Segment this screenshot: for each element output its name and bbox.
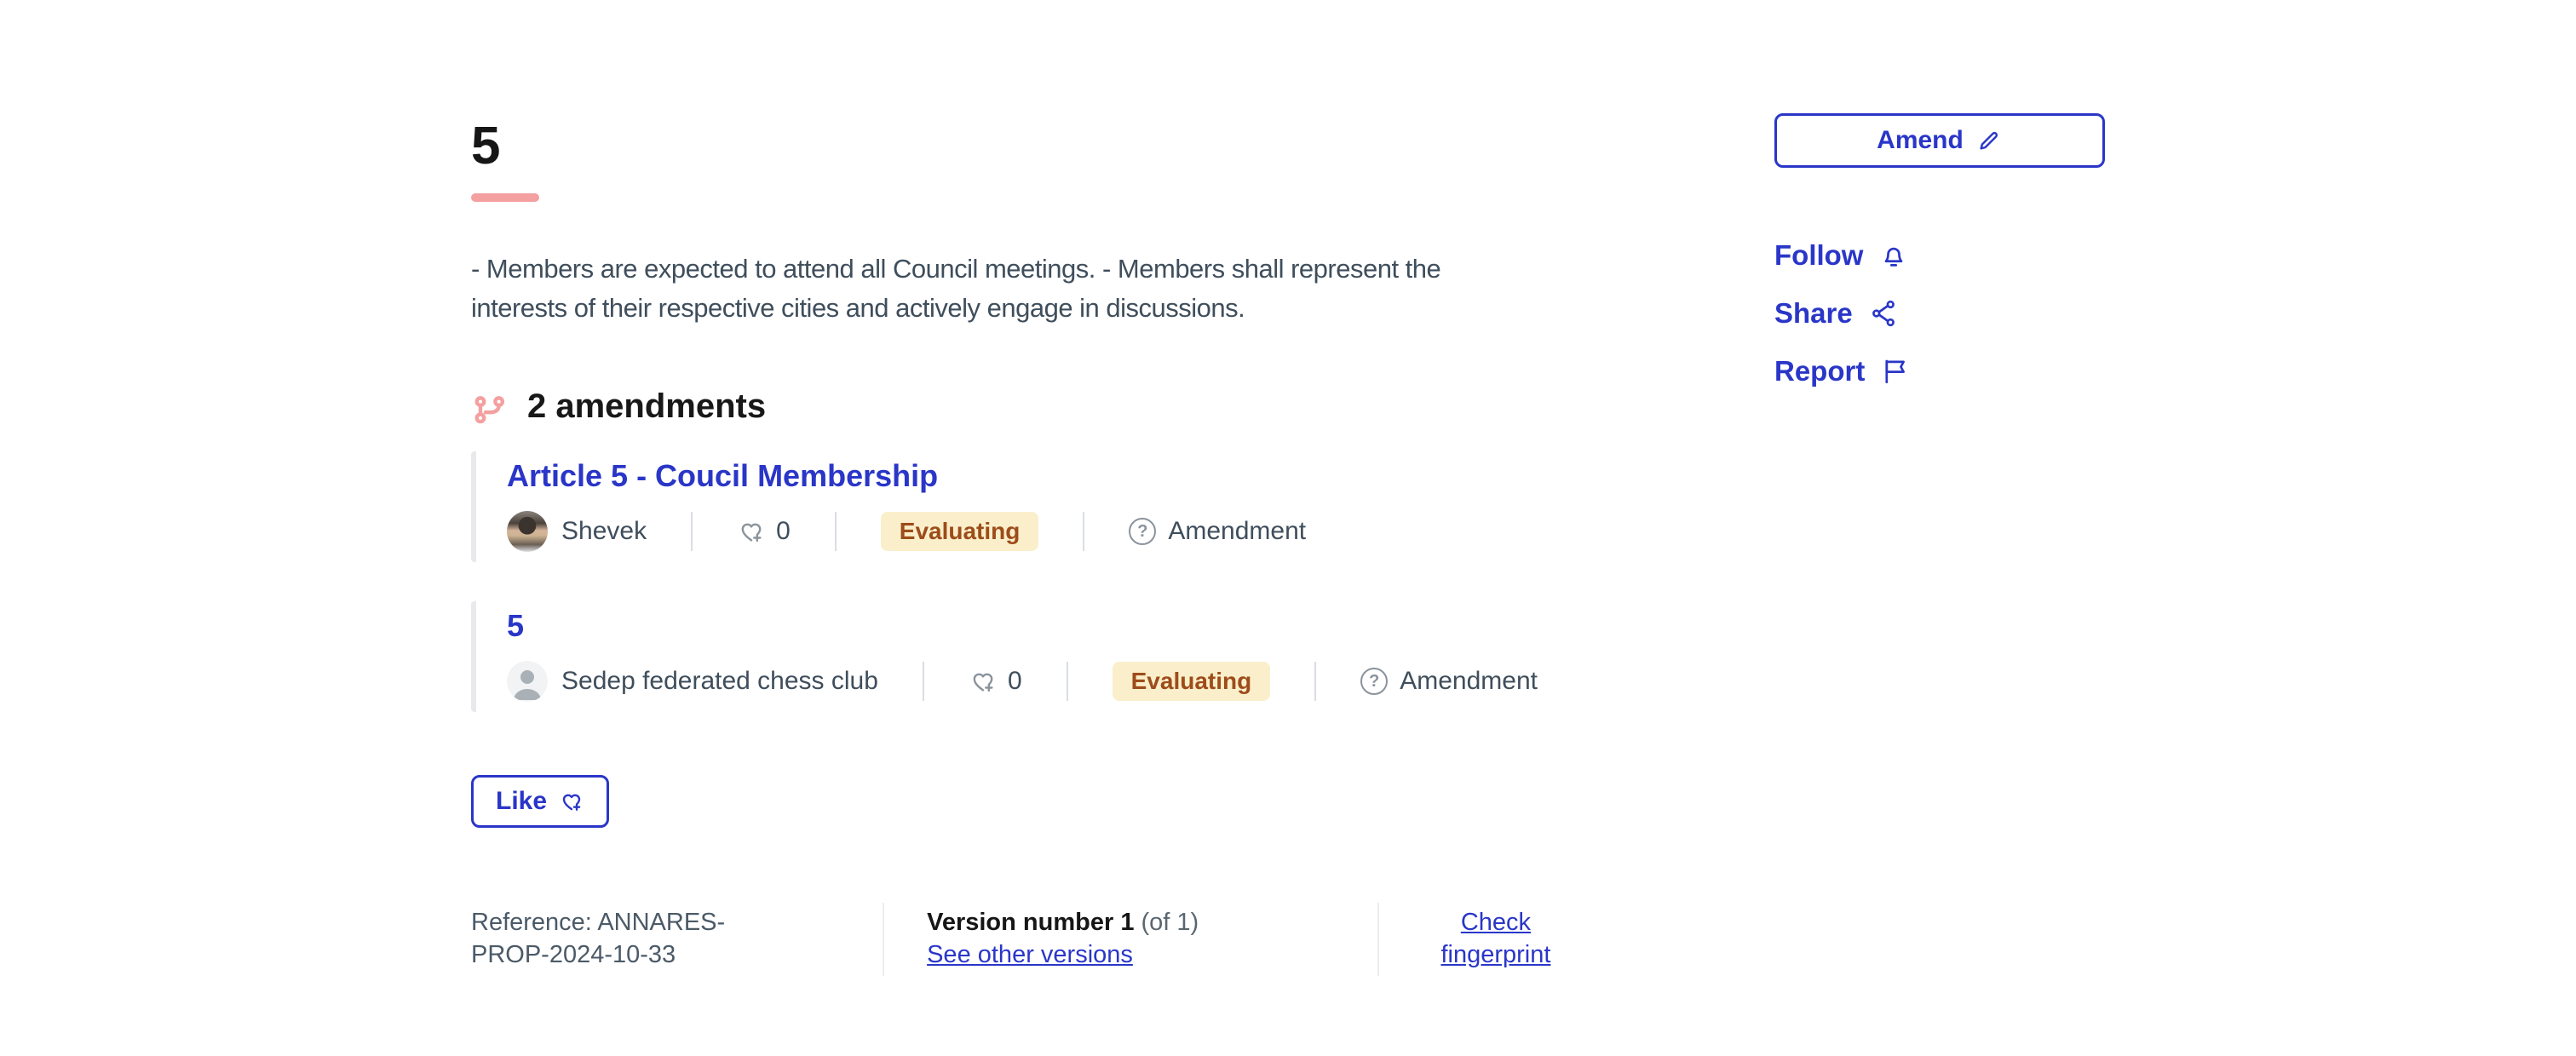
sidebar bbox=[1774, 99, 2107, 976]
divider bbox=[835, 512, 837, 551]
amendment-type-label: Amendment bbox=[1168, 517, 1307, 545]
amend-button[interactable] bbox=[1774, 113, 2105, 168]
question-circle-icon[interactable] bbox=[1360, 668, 1388, 695]
sidebar-links bbox=[1774, 239, 2107, 387]
reference-text: Reference: ANNARES-PROP-2024-10-33 bbox=[471, 909, 726, 968]
page-title: 5 bbox=[471, 117, 501, 175]
proposal-body-line: - Members are expected to attend all Council meetings. - Members shall represent the bbox=[471, 254, 1441, 284]
person-silhouette-icon bbox=[507, 661, 548, 702]
divider bbox=[923, 662, 924, 701]
version-line bbox=[927, 906, 1377, 938]
share-nodes-icon bbox=[1868, 298, 1899, 329]
amend-button-label: Amend bbox=[1877, 126, 1964, 154]
document-footer bbox=[471, 903, 1613, 976]
git-branch-icon bbox=[471, 388, 509, 426]
version-count: (of 1) bbox=[1141, 909, 1199, 936]
amendment-title-link[interactable]: 5 bbox=[507, 608, 525, 643]
avatar bbox=[507, 511, 548, 552]
fingerprint-section bbox=[1377, 903, 1613, 976]
check-fingerprint-link[interactable]: Check fingerprint bbox=[1440, 909, 1551, 968]
heart-plus-icon bbox=[737, 517, 766, 546]
like-button-label: Like bbox=[496, 787, 548, 815]
proposal-body-line: interests of their respective cities and actively engage in discussions. bbox=[471, 293, 1245, 323]
report-link[interactable] bbox=[1774, 355, 2107, 387]
title-underline bbox=[471, 193, 539, 202]
like-button[interactable] bbox=[471, 775, 609, 828]
amendment-type-label: Amendment bbox=[1400, 667, 1538, 695]
see-other-versions-link[interactable]: See other versions bbox=[927, 941, 1133, 968]
divider bbox=[1314, 662, 1316, 701]
likes-value: 0 bbox=[1007, 667, 1022, 695]
amendment-title-link[interactable]: Article 5 - Coucil Membership bbox=[507, 458, 939, 493]
version-number: Version number 1 bbox=[927, 909, 1135, 936]
report-label: Report bbox=[1774, 355, 1866, 387]
divider bbox=[1083, 512, 1084, 551]
amendments-heading: 2 amendments bbox=[527, 387, 767, 425]
amendment-type bbox=[1360, 667, 1538, 696]
likes-count bbox=[969, 667, 1022, 696]
share-link[interactable] bbox=[1774, 297, 2107, 330]
amendment-type bbox=[1129, 517, 1306, 546]
likes-count bbox=[737, 517, 791, 546]
reference-section bbox=[471, 903, 883, 976]
author-name: Sedep federated chess club bbox=[561, 667, 878, 695]
amendment-meta bbox=[507, 511, 1613, 552]
share-label: Share bbox=[1774, 297, 1853, 329]
author-name: Shevek bbox=[561, 517, 647, 545]
version-section bbox=[883, 903, 1377, 976]
heart-plus-icon bbox=[969, 667, 998, 696]
amendments-header bbox=[471, 387, 1613, 426]
flag-icon bbox=[1880, 356, 1911, 387]
status-badge: Evaluating bbox=[881, 512, 1039, 551]
likes-value: 0 bbox=[776, 517, 791, 545]
bell-icon bbox=[1878, 240, 1909, 271]
amendment-card bbox=[471, 601, 1613, 712]
pencil-icon bbox=[1975, 127, 2003, 154]
proposal-body bbox=[471, 250, 1613, 328]
divider bbox=[691, 512, 693, 551]
question-circle-icon[interactable] bbox=[1129, 518, 1156, 545]
main-column bbox=[471, 99, 1613, 976]
follow-label: Follow bbox=[1774, 239, 1864, 271]
heart-plus-icon bbox=[559, 789, 584, 814]
avatar bbox=[507, 661, 548, 702]
follow-link[interactable] bbox=[1774, 239, 2107, 272]
divider bbox=[1067, 662, 1068, 701]
amendment-card bbox=[471, 451, 1613, 562]
status-badge: Evaluating bbox=[1113, 662, 1271, 701]
amendment-meta bbox=[507, 661, 1613, 702]
